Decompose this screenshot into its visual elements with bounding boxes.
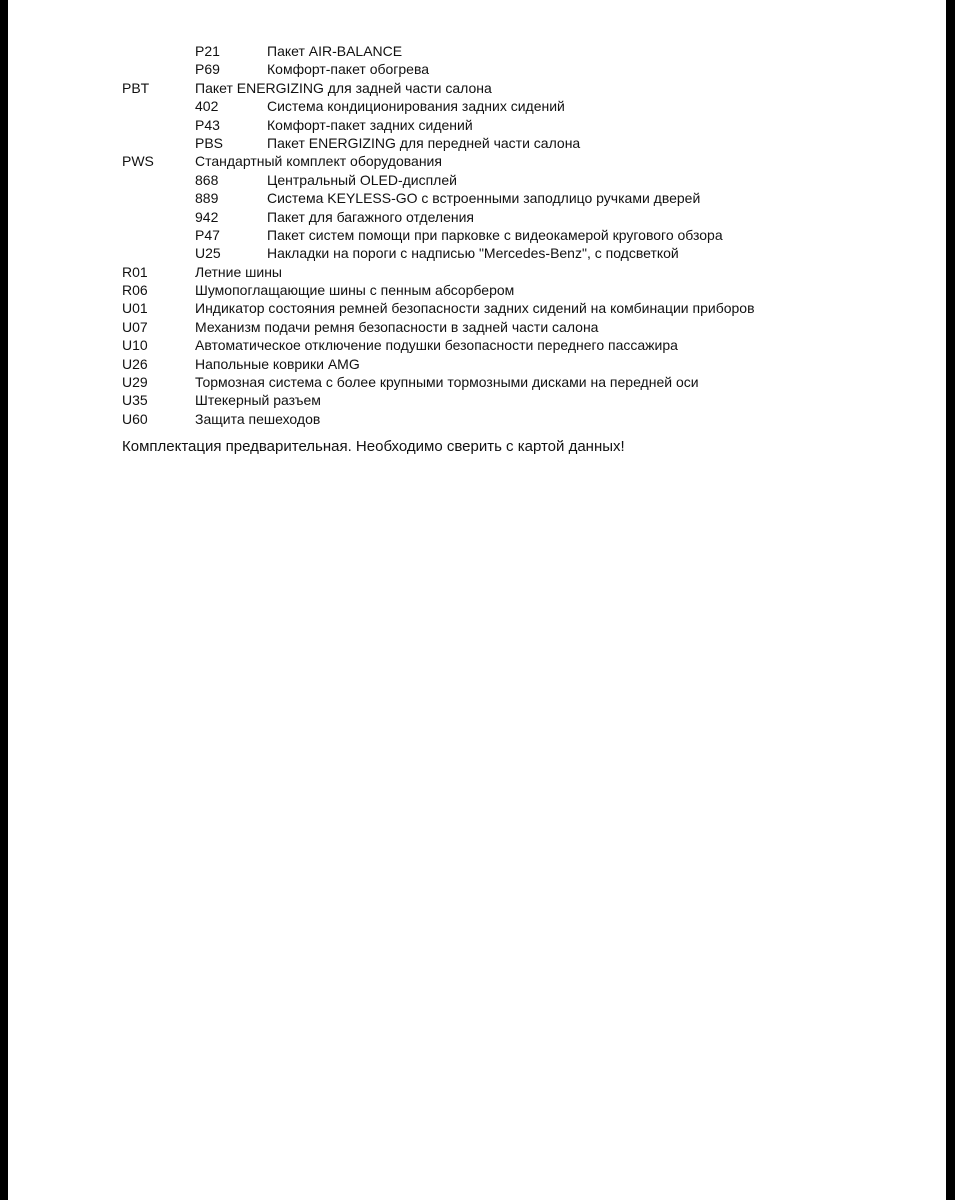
options-list [122,42,822,428]
option-row [122,208,822,226]
option-code: 402 [195,98,219,115]
option-code: U01 [122,300,148,317]
option-row [122,244,822,262]
option-row [122,226,822,244]
option-description: Центральный OLED-дисплей [267,171,457,188]
option-row [122,318,822,336]
option-row [122,152,822,170]
option-row [122,97,822,115]
option-code: PBS [195,134,224,151]
option-row [122,134,822,152]
option-code: U29 [122,374,148,391]
option-row [122,336,822,354]
option-code: U25 [195,245,221,262]
option-description: Стандартный комплект оборудования [195,153,442,170]
option-code: PBT [122,79,150,96]
option-code: P43 [195,116,220,133]
option-row [122,410,822,428]
option-description: Пакет AIR-BALANCE [267,43,403,59]
option-code: 942 [195,208,219,225]
option-row [122,171,822,189]
option-description: Пакет ENERGIZING для задней части салона [195,79,492,96]
option-description: Накладки на пороги с надписью "Mercedes-Benz", с подсветкой [267,245,679,262]
option-row [122,299,822,317]
option-description: Пакет ENERGIZING для передней части салона [267,134,581,151]
option-description: Индикатор состояния ремней безопасности задних сидений на комбинации приборов [195,300,755,317]
option-code: P21 [195,43,220,59]
option-code: R06 [122,282,148,299]
option-row [122,42,822,60]
option-description: Тормозная система с более крупными тормозными дисками на передней оси [195,374,699,391]
option-row [122,355,822,373]
option-description: Система KEYLESS-GO с встроенными заподлицо ручками дверей [267,190,701,207]
option-row [122,263,822,281]
option-row [122,116,822,134]
option-code: U10 [122,337,148,354]
option-code: P47 [195,226,220,243]
option-description: Комфорт-пакет обогрева [267,61,430,78]
option-description: Пакет для багажного отделения [267,208,474,225]
option-description: Механизм подачи ремня безопасности в задней части салона [195,318,599,335]
option-row [122,391,822,409]
option-code: R01 [122,263,148,280]
option-description: Комфорт-пакет задних сидений [267,116,473,133]
option-code: PWS [122,153,154,170]
option-description: Автоматическое отключение подушки безопасности переднего пассажира [195,337,678,354]
option-description: Напольные коврики AMG [195,355,360,372]
option-row [122,60,822,78]
option-description: Пакет систем помощи при парковке с видеокамерой кругового обзора [267,226,723,243]
option-row [122,79,822,97]
option-row [122,189,822,207]
option-description: Летние шины [195,263,282,280]
option-code: 868 [195,171,219,188]
option-row [122,373,822,391]
option-description: Система кондиционирования задних сидений [267,98,565,115]
option-code: 889 [195,190,219,207]
preliminary-notice: Комплектация предварительная. Необходимо сверить с картой данных! [122,438,625,455]
option-description: Штекерный разъем [195,392,321,409]
option-code: U07 [122,318,148,335]
option-description: Защита пешеходов [195,410,321,427]
option-code: U60 [122,410,148,427]
option-description: Шумопоглащающие шины с пенным абсорбером [195,282,515,299]
document-page [8,0,946,1200]
option-code: P69 [195,61,220,78]
option-code: U35 [122,392,148,409]
option-code: U26 [122,355,148,372]
option-row [122,281,822,299]
